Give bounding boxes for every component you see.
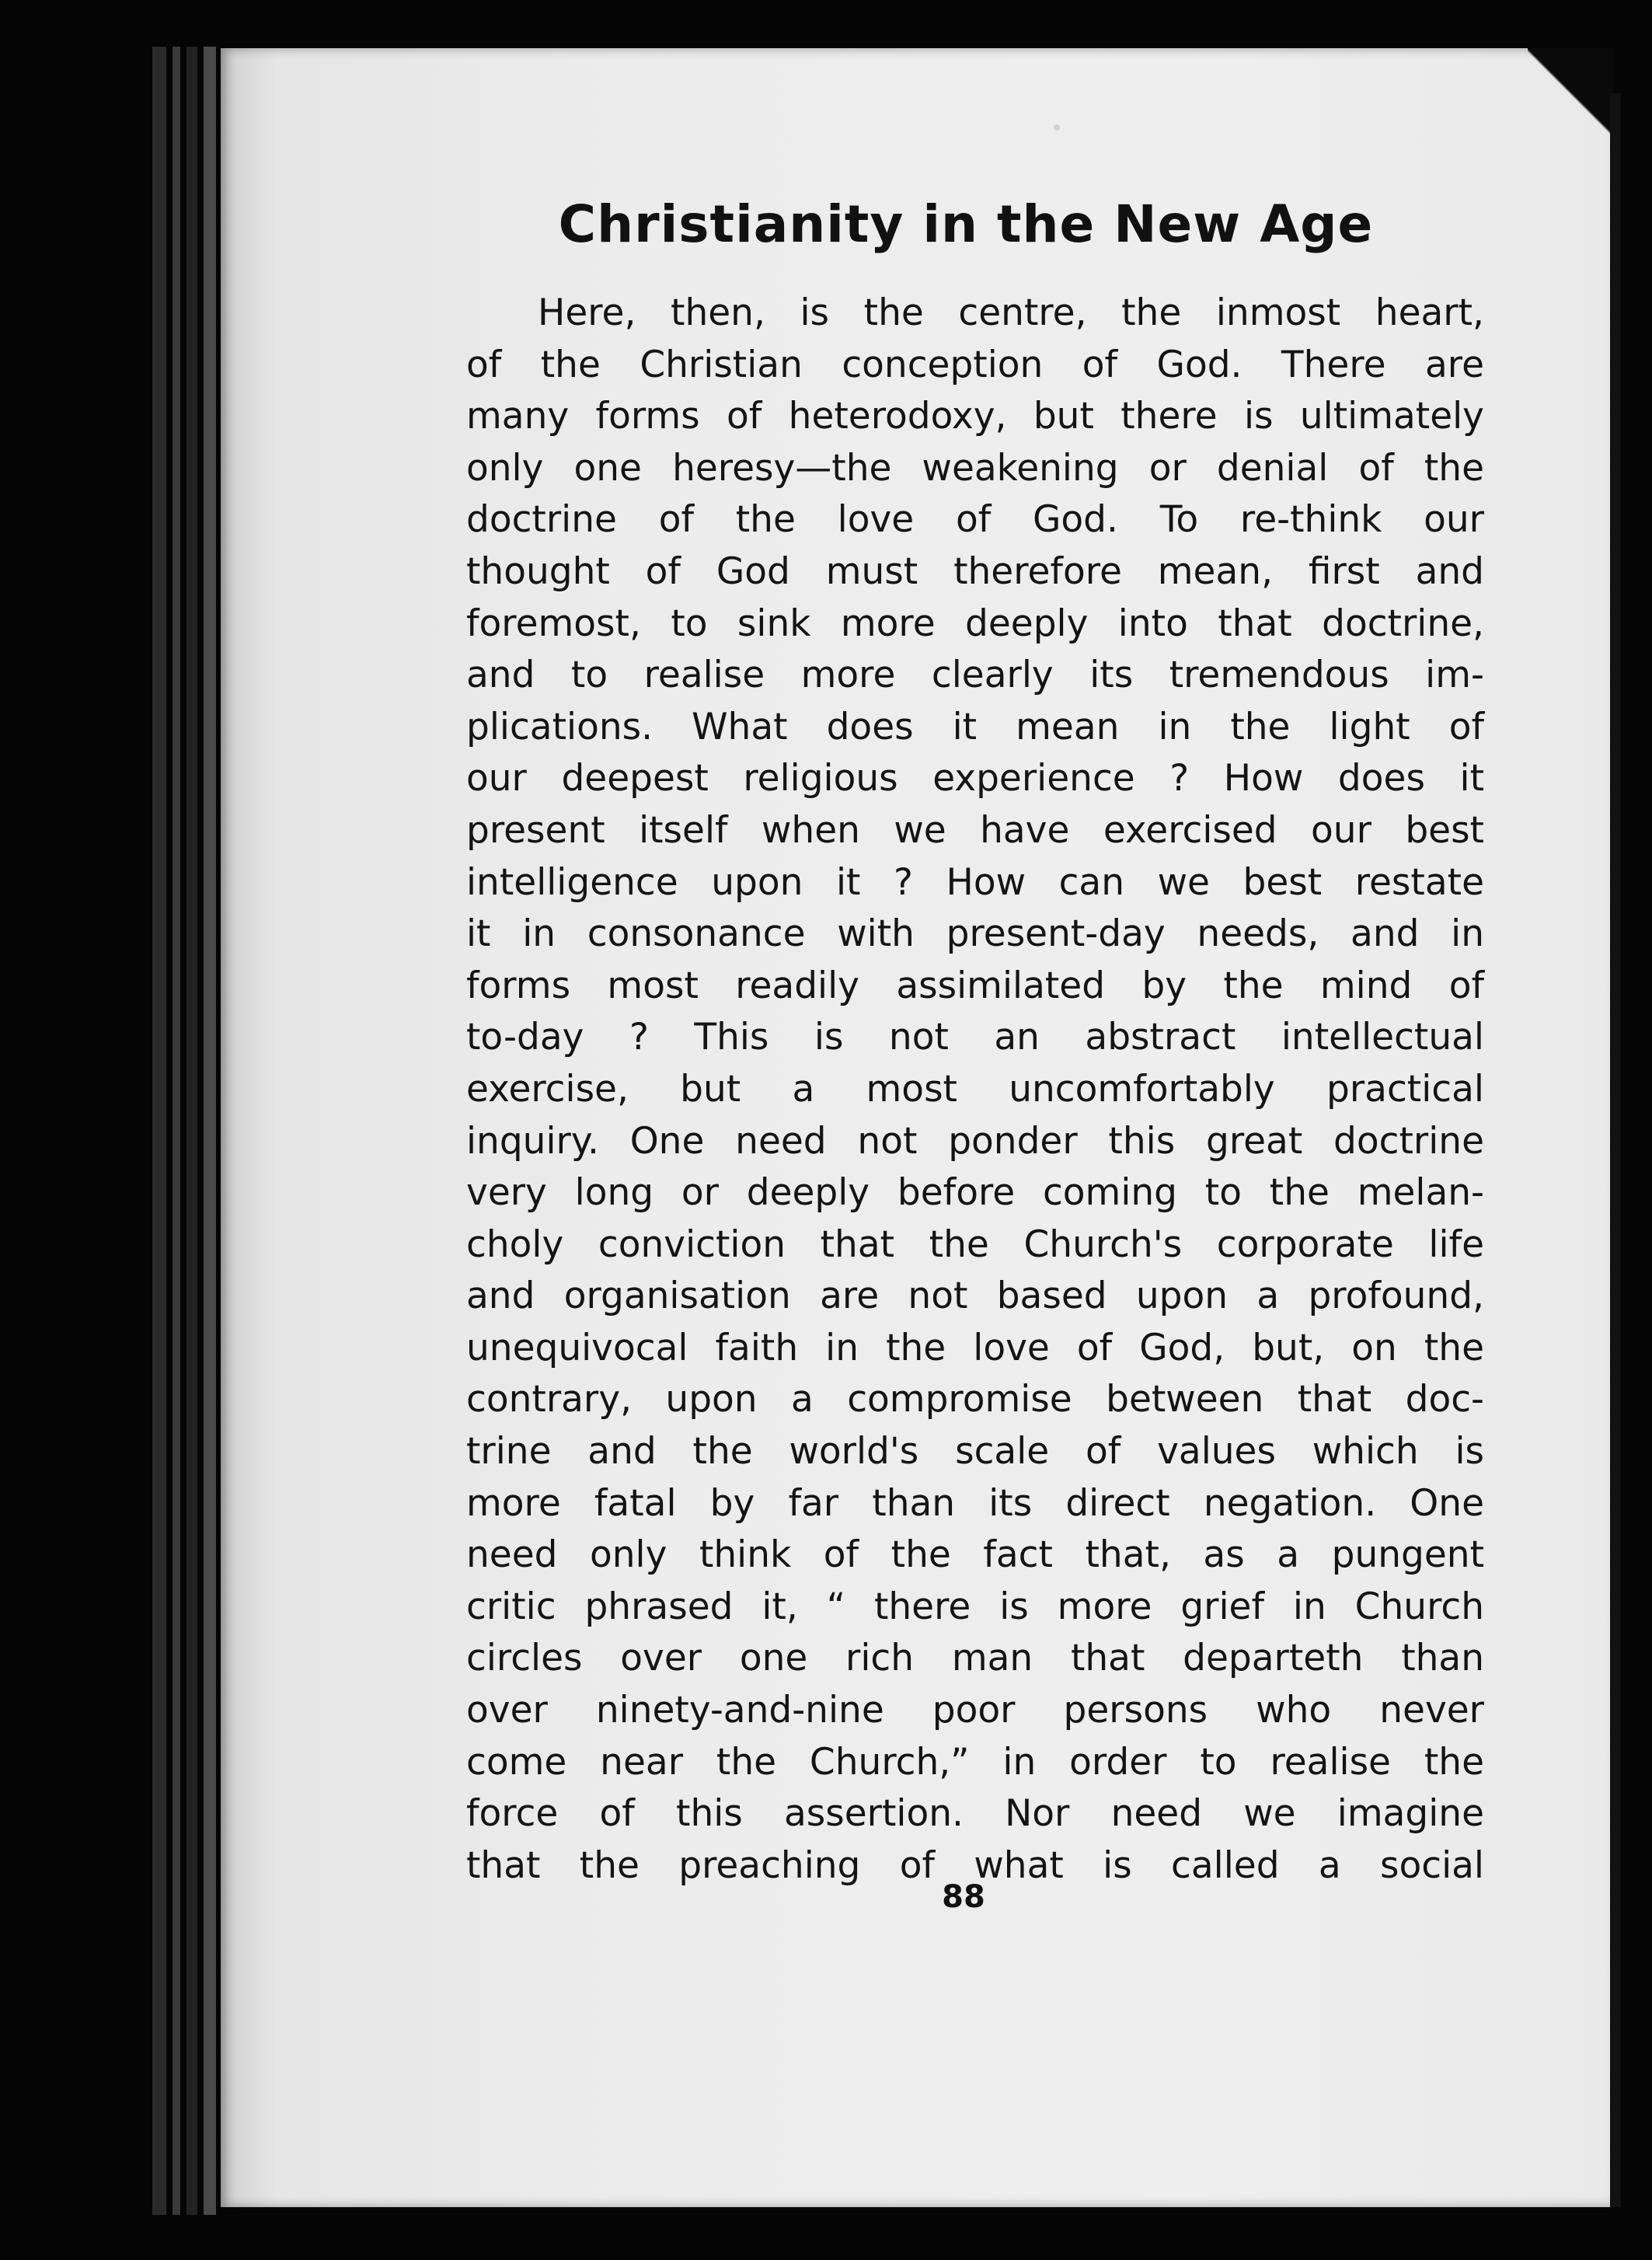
text-line: plications. What does it mean in the light of: [466, 705, 1484, 748]
text-line: foremost, to sink more deeply into that doctrine,: [466, 602, 1484, 645]
book-spine-edge: [204, 47, 216, 2215]
text-line: Here, then, is the centre, the inmost heart,: [538, 291, 1484, 334]
text-line: trine and the world's scale of values which is: [466, 1430, 1484, 1474]
book-spine-edge: [152, 47, 166, 2215]
page-number: 88: [942, 1879, 985, 1915]
page-corner: [1528, 48, 1613, 141]
text-line: doctrine of the love of God. To re-think our: [466, 498, 1484, 542]
page-edge: [1610, 93, 1621, 2207]
text-line: only one heresy—the weakening or denial of the: [466, 446, 1484, 490]
text-line: exercise, but a most uncomfortably practical: [466, 1067, 1484, 1111]
text-line: choly conviction that the Church's corporate life: [466, 1222, 1484, 1266]
text-line: contrary, upon a compromise between that doc-: [466, 1378, 1484, 1421]
paper-speck: [1054, 124, 1060, 131]
text-line: it in consonance with present-day needs, and in: [466, 912, 1484, 956]
text-line: present itself when we have exercised our best: [466, 808, 1484, 852]
text-line: thought of God must therefore mean, first and: [466, 549, 1484, 593]
text-line: more fatal by far than its direct negation. One: [466, 1481, 1484, 1525]
text-line: forms most readily assimilated by the mind of: [466, 964, 1484, 1007]
text-line: many forms of heterodoxy, but there is ultimately: [466, 395, 1484, 438]
text-line: over ninety-and-nine poor persons who never: [466, 1689, 1484, 1732]
text-line: intelligence upon it ? How can we best restate: [466, 860, 1484, 904]
text-line: and organisation are not based upon a profound,: [466, 1275, 1484, 1318]
text-line: unequivocal faith in the love of God, but, on the: [466, 1326, 1484, 1369]
body-text: [466, 288, 1484, 1892]
book-spine-edge: [186, 47, 197, 2215]
text-line: and to realise more clearly its tremendous im-: [466, 654, 1484, 697]
text-line: very long or deeply before coming to the melan-: [466, 1171, 1484, 1215]
text-line: inquiry. One need not ponder this great doctrine: [466, 1119, 1484, 1163]
book-spine-edge: [173, 47, 180, 2215]
text-line: our deepest religious experience ? How does it: [466, 757, 1484, 800]
text-line: to-day ? This is not an abstract intellectual: [466, 1016, 1484, 1059]
text-line: critic phrased it, “ there is more grief in Church: [466, 1585, 1484, 1628]
text-line: that the preaching of what is called a social: [466, 1843, 1484, 1887]
text-line: of the Christian conception of God. There are: [466, 343, 1484, 386]
text-line: circles over one rich man that departeth than: [466, 1637, 1484, 1680]
text-line: need only think of the fact that, as a pungent: [466, 1533, 1484, 1577]
text-line: come near the Church,” in order to realise the: [466, 1740, 1484, 1784]
text-line: force of this assertion. Nor need we imagine: [466, 1792, 1484, 1836]
running-head: Christianity in the New Age: [558, 194, 1374, 254]
